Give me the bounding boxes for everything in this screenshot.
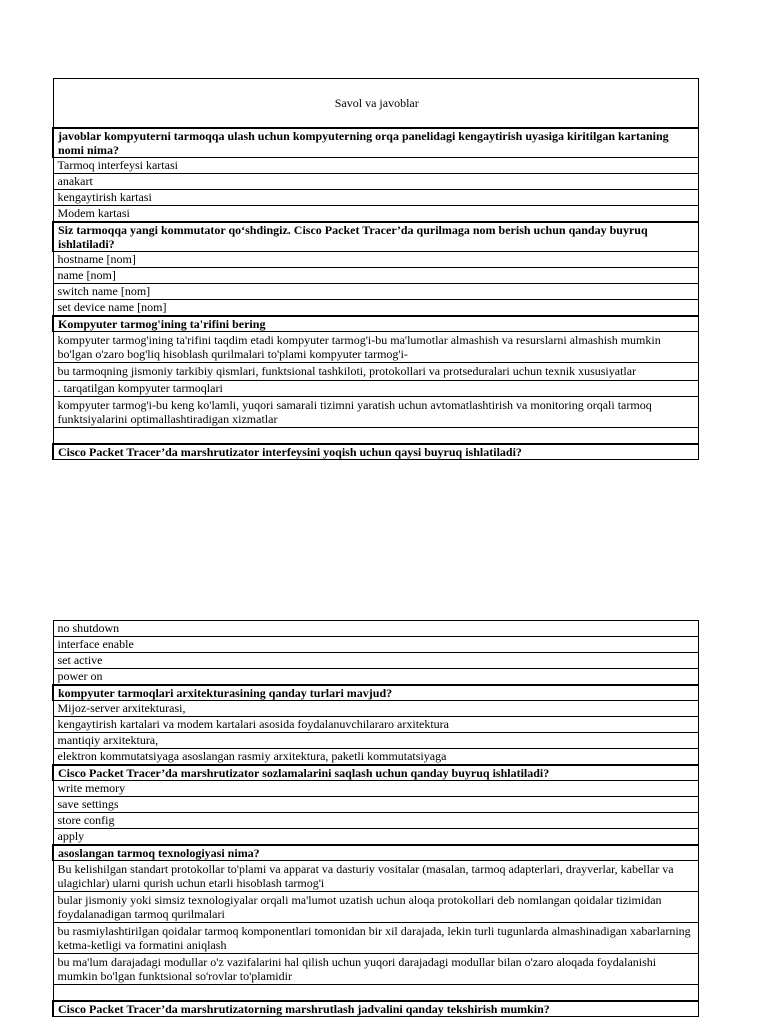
answer-row — [53, 861, 699, 892]
empty-row — [53, 428, 699, 445]
page-2-rows — [53, 621, 699, 1017]
question-row — [53, 222, 699, 252]
question-text: Cisco Packet Tracer’da marshrutizator sozlamalarini saqlash uchun qanday buyruq ishlatiladi? — [53, 765, 699, 781]
question-row — [53, 765, 699, 781]
answer-text: kengaytirish kartasi — [53, 190, 699, 206]
answer-text: kompyuter tarmog'ining ta'rifini taqdim etadi kompyuter tarmog'i-bu ma'lumotlar almashish va resurslarni almashish mumkin bo'lgan o'zaro bog'liq hisoblash qurilmalari to'plami kompyuter tarmog'i- — [53, 332, 699, 363]
sheet-title: Savol va javoblar — [53, 79, 699, 129]
question-text: asoslangan tarmoq texnologiyasi nima? — [53, 845, 699, 861]
answer-text: bu tarmoqning jismoniy tarkibiy qismlari, funktsional tashkiloti, protokollari va protseduralari uchun texnik xususiyatlar — [53, 363, 699, 381]
answer-row — [53, 701, 699, 717]
empty-cell — [53, 428, 699, 445]
answer-text: set active — [53, 653, 699, 669]
answer-text: Modem kartasi — [53, 206, 699, 223]
question-text: Cisco Packet Tracer’da marshrutizator interfeysini yoqish uchun qaysi buyruq ishlatiladi? — [53, 444, 699, 460]
answer-row — [53, 206, 699, 223]
answer-text: set device name [nom] — [53, 300, 699, 317]
answer-text: anakart — [53, 174, 699, 190]
answer-row — [53, 669, 699, 686]
answer-row — [53, 749, 699, 766]
qa-table-page-1 — [52, 78, 699, 460]
answer-text: bular jismoniy yoki simsiz texnologiyalar orqali ma'lumot uzatish uchun aloqa protokollari deb nomlangan qoidalar tizimidan foydalanadigan tarmoq qurilmalari — [53, 892, 699, 923]
answer-text: bu rasmiylashtirilgan qoidalar tarmoq komponentlari tomonidan bir xil darajada, lekin turli tugunlarda almashinadigan xabarlarning ketma-ketligi va formatini aniqlash — [53, 923, 699, 954]
answer-text: bu ma'lum darajadagi modullar o'z vazifalarini hal qilish uchun yuqori darajadagi modullar bilan o'zaro aloqada foydalanishi mumkin bo'lgan funktsional so'rovlar to'plamidir — [53, 954, 699, 985]
question-text: Cisco Packet Tracer’da marshrutizatorning marshrutlash jadvalini qanday tekshirish mumkin? — [53, 1001, 699, 1017]
answer-row — [53, 268, 699, 284]
answer-row — [53, 653, 699, 669]
answer-row — [53, 637, 699, 653]
question-row — [53, 685, 699, 701]
answer-row — [53, 829, 699, 846]
question-text: Siz tarmoqqa yangi kommutator qo‘shdingiz. Cisco Packet Tracer’da qurilmaga nom berish uchun qanday buyruq ishlatiladi? — [53, 222, 699, 252]
answer-text: switch name [nom] — [53, 284, 699, 300]
answer-row — [53, 923, 699, 954]
question-row — [53, 128, 699, 158]
answer-text: store config — [53, 813, 699, 829]
answer-row — [53, 397, 699, 428]
question-row — [53, 444, 699, 460]
answer-row — [53, 252, 699, 268]
question-text: Kompyuter tarmog'ining ta'rifini bering — [53, 316, 699, 332]
answer-row — [53, 190, 699, 206]
answer-row — [53, 363, 699, 381]
answer-text: apply — [53, 829, 699, 846]
answer-row — [53, 717, 699, 733]
answer-row — [53, 381, 699, 397]
answer-text: elektron kommutatsiyaga asoslangan rasmiy arxitektura, paketli kommutatsiyaga — [53, 749, 699, 766]
question-text: javoblar kompyuterni tarmoqqa ulash uchun kompyuterning orqa panelidagi kengaytirish uyasiga kiritilgan kartaning nomi nima? — [53, 128, 699, 158]
answer-row — [53, 158, 699, 174]
answer-row — [53, 733, 699, 749]
answer-text: save settings — [53, 797, 699, 813]
answer-row — [53, 174, 699, 190]
answer-row — [53, 621, 699, 637]
answer-text: name [nom] — [53, 268, 699, 284]
question-row — [53, 845, 699, 861]
answer-row — [53, 797, 699, 813]
answer-row — [53, 781, 699, 797]
answer-row — [53, 284, 699, 300]
qa-table-page-2 — [52, 620, 699, 1017]
answer-text: no shutdown — [53, 621, 699, 637]
answer-text: Mijoz-server arxitekturasi, — [53, 701, 699, 717]
answer-text: . tarqatilgan kompyuter tarmoqlari — [53, 381, 699, 397]
answer-text: hostname [nom] — [53, 252, 699, 268]
answer-text: mantiqiy arxitektura, — [53, 733, 699, 749]
answer-text: kengaytirish kartalari va modem kartalari asosida foydalanuvchilararo arxitektura — [53, 717, 699, 733]
empty-row — [53, 985, 699, 1002]
answer-row — [53, 300, 699, 317]
answer-row — [53, 954, 699, 985]
answer-text: interface enable — [53, 637, 699, 653]
answer-text: write memory — [53, 781, 699, 797]
question-row — [53, 316, 699, 332]
question-text: kompyuter tarmoqlari arxitekturasining qanday turlari mavjud? — [53, 685, 699, 701]
answer-text: power on — [53, 669, 699, 686]
answer-row — [53, 892, 699, 923]
answer-row — [53, 332, 699, 363]
answer-row — [53, 813, 699, 829]
page-1-rows — [53, 128, 699, 460]
title-row — [53, 79, 699, 129]
answer-text: Tarmoq interfeysi kartasi — [53, 158, 699, 174]
question-row — [53, 1001, 699, 1017]
answer-text: kompyuter tarmog'i-bu keng ko'lamli, yuqori samarali tizimni yaratish uchun avtomatlashtirish va monitoring orqali tarmoq funktsiyalarini optimallashtiradigan xizmatlar — [53, 397, 699, 428]
answer-text: Bu kelishilgan standart protokollar to'plami va apparat va dasturiy vositalar (masalan, tarmoq adapterlari, drayverlar, kabellar va ulagichlar) ularni qurish uchun etarli hisoblash tarmog'i — [53, 861, 699, 892]
empty-cell — [53, 985, 699, 1002]
